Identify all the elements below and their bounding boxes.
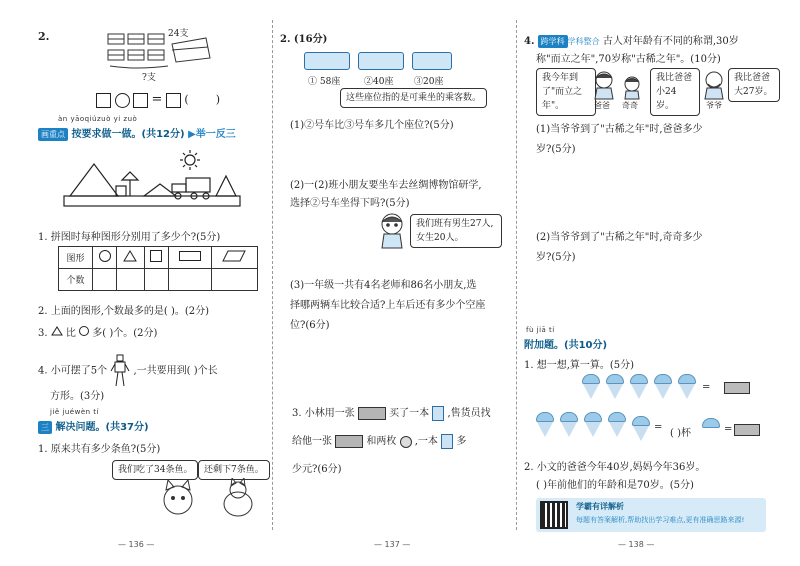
- q2-number: 2.: [38, 30, 50, 43]
- table-header-label: 图形: [59, 247, 93, 269]
- column-divider: [516, 20, 517, 530]
- banknote-icon: [724, 382, 750, 394]
- son-label: 奇奇: [622, 101, 638, 110]
- q3-line1-prefix: 3. 小林用一张: [292, 408, 355, 419]
- page-number-137: — 137 —: [374, 540, 411, 549]
- bus-1-icon: [304, 52, 350, 70]
- q4b-line2: 岁?(5分): [536, 252, 576, 263]
- son-bubble: 我比爸爸小24岁。: [650, 68, 700, 116]
- qr-code-icon: [540, 501, 568, 529]
- subject-integration-label: 学科整合: [567, 37, 600, 46]
- banknote-icon: [335, 435, 363, 448]
- q4-line2: 方形。(3分): [50, 391, 105, 402]
- dad-label: 爸爸: [594, 101, 610, 110]
- answer-box[interactable]: [166, 93, 181, 108]
- right-page: [522, 0, 792, 566]
- q4-line1: [524, 32, 739, 48]
- q2c-line3: 位?(6分): [290, 320, 330, 331]
- bus-2-label: ②40座: [364, 77, 394, 87]
- banknote-icon: [358, 407, 386, 420]
- q2a-text: (1)②号车比③号车多几个座位?(5分): [290, 120, 454, 131]
- section-a-extra: ▶举一反三: [188, 129, 236, 140]
- answer-cell[interactable]: [144, 269, 168, 291]
- bundle-label: 24支: [168, 29, 189, 39]
- q4-text-line1: 古人对年龄有不同的称谓,30岁: [602, 36, 739, 47]
- open-paren: (: [184, 93, 189, 106]
- section-b-heading: [38, 418, 149, 434]
- shape-count-table: [58, 246, 258, 291]
- q4a-line2: 岁?(5分): [536, 144, 576, 155]
- section-a-heading: [38, 125, 236, 141]
- q4a-line1: (1)当爷爷到了"古稀之年"时,爸爸多少: [536, 124, 703, 135]
- q3-line2-middle2: ,一本: [414, 436, 438, 447]
- class-size-bubble: 我们班有男生27人,女生20人。: [410, 214, 502, 248]
- banknote-icon: [734, 424, 760, 436]
- page-number-136: — 136 —: [118, 540, 155, 549]
- dad-avatar: [592, 70, 616, 103]
- answer-box[interactable]: [96, 93, 111, 108]
- q4-number: 4.: [524, 36, 535, 47]
- bus-3-icon: [412, 52, 452, 70]
- q2-header: 2. (16分): [280, 34, 328, 45]
- cat-illustrations: [160, 478, 270, 518]
- column-divider: [272, 20, 273, 530]
- answer-box[interactable]: [133, 93, 148, 108]
- section-b-badge: 三: [38, 421, 52, 434]
- rectangle-shape-cell: [168, 247, 211, 269]
- q2c-line1: (3)一年级一共有4名老师和86名小朋友,选: [290, 280, 477, 291]
- ice-cream-row-2: =: [536, 412, 676, 446]
- table-row-label: 个数: [59, 269, 93, 291]
- x2-line2: ( )年前他们的年龄和是70岁。(5分): [536, 480, 694, 491]
- q2b-line1: (2)一(2)班小朋友要坐车去丝绸博物馆研学,: [290, 180, 482, 191]
- grandpa-avatar: [702, 70, 726, 103]
- triangle-icon: [51, 326, 63, 336]
- boy-avatar: [378, 212, 406, 250]
- book-icon: [441, 434, 453, 449]
- pen-bundles-illustration: [106, 30, 216, 70]
- q4-line1: [38, 354, 218, 388]
- equation-boxes: = ( ): [96, 92, 220, 108]
- bus-2-icon: [358, 52, 404, 70]
- q3-line1-middle: 买了一本: [389, 408, 430, 419]
- bus-1-label: ① 58座: [308, 77, 341, 87]
- q3-line2-prefix: 给他一张: [292, 436, 332, 447]
- q4-prefix: 4. 小可摆了5个: [38, 365, 108, 377]
- x2-line1: 2. 小文的爸爸今年40岁,妈妈今年36岁。: [524, 462, 706, 473]
- q3-line2-suffix: 多: [456, 436, 467, 447]
- q2b-text: 2. 上面的图形,个数最多的是( )。(2分): [38, 306, 210, 317]
- q3-line1-suffix: ,售货员找: [447, 408, 491, 419]
- dad-bubble: 我今年到了"而立之年"。: [536, 68, 596, 116]
- answer-cell[interactable]: [117, 269, 145, 291]
- square-shape-cell: [144, 247, 168, 269]
- ice-cream-icon: [702, 418, 720, 428]
- qr-banner[interactable]: [536, 498, 766, 532]
- q3-line1: [292, 404, 491, 421]
- extra-pinyin: fù jiā tí: [526, 326, 555, 334]
- grandpa-bubble: 我比爸爸大27岁。: [728, 68, 780, 102]
- q5-text: 1. 原来共有多少条鱼?(5分): [38, 444, 161, 455]
- cups-answer[interactable]: ( )杯: [670, 428, 691, 439]
- triangle-shape-cell: [117, 247, 145, 269]
- unknown-label: ?支: [142, 73, 156, 83]
- circle-icon: [79, 326, 89, 336]
- speech-bubble-eaten: 我们吃了34条鱼。: [112, 460, 198, 480]
- extra-title: 附加题。(共10分): [524, 340, 608, 351]
- close-paren: ): [215, 93, 220, 106]
- section-b-pinyin: jiě juéwèn tí: [50, 408, 99, 416]
- operator-circle[interactable]: [115, 93, 130, 108]
- section-a-title: 按要求做一做。(共12分): [71, 129, 185, 140]
- q2c-line2: 择哪两辆车比较合适?上车后还有多少个空座: [290, 300, 486, 311]
- speech-bubble-left: 还剩下7条鱼。: [198, 460, 270, 480]
- coin-icon: [400, 436, 412, 448]
- stick-figure-icon: [110, 354, 130, 388]
- q2b-line2: 选择②号车坐得下吗?(5分): [290, 198, 410, 209]
- section-a-badge: 画重点: [38, 128, 68, 141]
- q4b-line1: (2)当爷爷到了"古稀之年"时,奇奇多少: [536, 232, 703, 243]
- equals-sign: =: [724, 424, 733, 435]
- q3-prefix: 3.: [38, 328, 51, 339]
- answer-cell[interactable]: [211, 269, 257, 291]
- x1-text: 1. 想一想,算一算。(5分): [524, 360, 635, 371]
- q3-middle: 比: [65, 328, 76, 339]
- left-page: [0, 0, 270, 566]
- q3-suffix: 多( )个。(2分): [92, 328, 158, 339]
- qr-title: 学霸有详解析: [576, 502, 624, 511]
- book-icon: [432, 406, 444, 421]
- qr-description: 每题有答案解析,帮助找出学习难点,更有准确思路来源!: [576, 516, 745, 524]
- q4-suffix: ,一共要用到( )个长: [133, 365, 218, 377]
- section-a-pinyin: àn yāoqiúzuò yi zuò: [58, 115, 138, 123]
- bus-3-label: ③20座: [414, 77, 444, 87]
- q3-line3: 少元?(6分): [292, 464, 342, 475]
- ice-cream-row-1: =: [582, 374, 722, 404]
- q3-line: [38, 324, 157, 339]
- grandpa-label: 爷爷: [706, 101, 722, 110]
- shape-puzzle-illustration: [60, 148, 250, 214]
- q4-line2: 称"而立之年",70岁称"古稀之年"。(10分): [536, 54, 721, 65]
- q3-line2: [292, 432, 466, 449]
- q3-line2-middle: 和两枚: [366, 436, 397, 447]
- parallelogram-shape-cell: [211, 247, 257, 269]
- seat-note: 这些座位指的是可乘坐的乘客数。: [340, 88, 487, 108]
- interdisciplinary-badge: 跨学科: [538, 35, 568, 48]
- section-b-title: 解决问题。(共37分): [55, 422, 149, 433]
- q1-text: 1. 拼图时每种图形分别用了多少个?(5分): [38, 232, 221, 243]
- circle-shape-cell: [93, 247, 117, 269]
- answer-cell[interactable]: [93, 269, 117, 291]
- answer-cell[interactable]: [168, 269, 211, 291]
- middle-page: [278, 0, 518, 566]
- son-avatar: [622, 76, 642, 103]
- page-number-138: — 138 —: [618, 540, 655, 549]
